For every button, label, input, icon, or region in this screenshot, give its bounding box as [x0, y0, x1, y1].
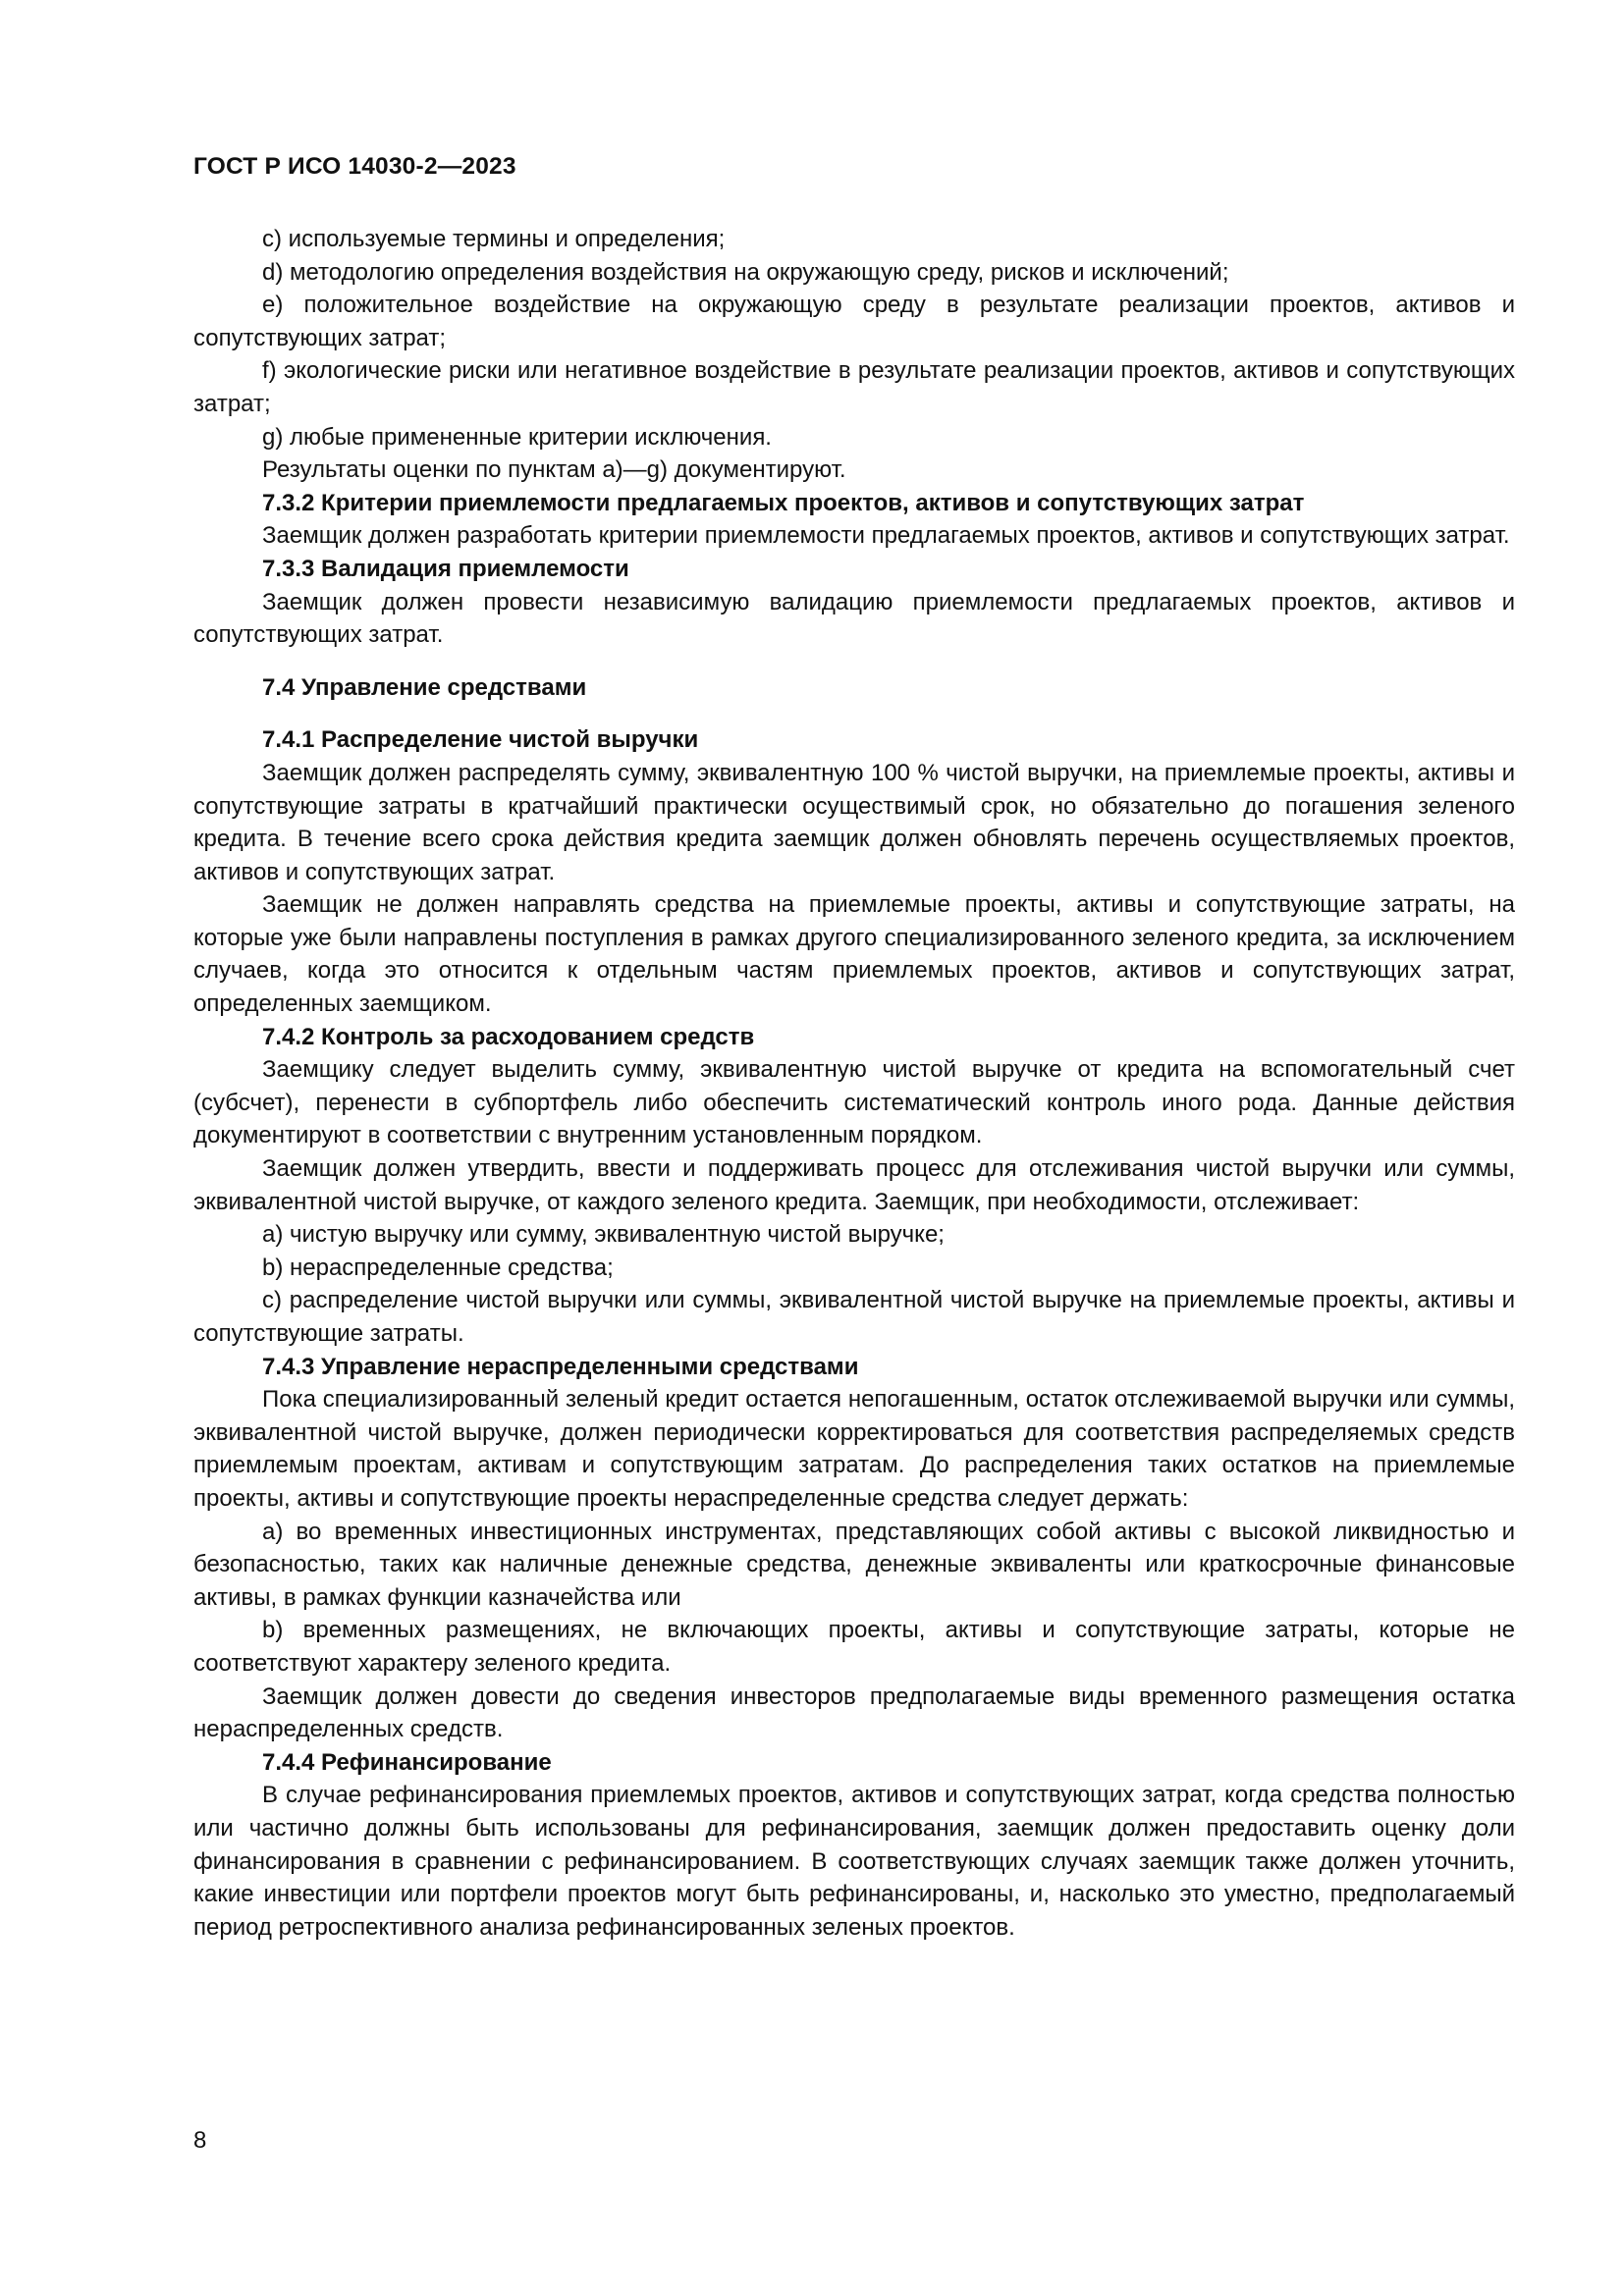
- paragraph: Заемщик должен провести независимую валидацию приемлемости предлагаемых проектов, активов и сопутствующих затрат.: [193, 588, 1515, 649]
- paragraph: Пока специализированный зеленый кредит остается непогашенным, остаток отслеживаемой выручки или суммы, эквивалентной чистой выручке, должен периодически корректироваться для соответствия распределяемых средств приемлемым проектам, активам и сопутствующим затратам. До распределения таких остатков на приемлемые проекты, активы и сопутствующие проекты нераспределенные средства следует держать:: [193, 1386, 1515, 1512]
- list-item: a) во временных инвестиционных инструментах, представляющих собой активы с высокой ликвидностью и безопасностью, таких как наличные денежные средства, денежные эквиваленты или краткосрочные финансовые активы, в рамках функции казначейства или: [193, 1518, 1515, 1611]
- paragraph: В случае рефинансирования приемлемых проектов, активов и сопутствующих затрат, когда средства полностью или частично должны быть использованы для рефинансирования, заемщик должен предоставить оценку доли финансирования в сравнении с рефинансированием. В соответствующих случаях заемщик также должен уточнить, какие инвестиции или портфели проектов могут быть рефинансированы, и, насколько это уместно, предполагаемый период ретроспективного анализа рефинансированных зеленых проектов.: [193, 1782, 1515, 1941]
- list-item: c) распределение чистой выручки или суммы, эквивалентной чистой выручке на приемлемые проекты, активы и сопутствующие затраты.: [193, 1287, 1515, 1347]
- page-number: 8: [193, 2127, 207, 2154]
- section-heading-7-4: 7.4 Управление средствами: [262, 673, 587, 701]
- list-item: e) положительное воздействие на окружающую среду в результате реализации проектов, активов и сопутствующих затрат;: [193, 292, 1515, 351]
- document-body: [193, 223, 1515, 1944]
- list-item: d) методологию определения воздействия на окружающую среду, рисков и исключений;: [262, 258, 1229, 286]
- document-header: ГОСТ Р ИСО 14030-2—2023: [193, 153, 516, 180]
- section-heading-7-4-4: 7.4.4 Рефинансирование: [262, 1748, 552, 1776]
- section-heading-7-4-3: 7.4.3 Управление нераспределенными средствами: [262, 1353, 859, 1380]
- list-item: b) нераспределенные средства;: [262, 1254, 614, 1281]
- section-heading-7-3-3: 7.3.3 Валидация приемлемости: [262, 555, 629, 582]
- list-item: b) временных размещениях, не включающих проекты, активы и сопутствующие затраты, которые не соответствуют характеру зеленого кредита.: [193, 1617, 1515, 1677]
- section-heading-7-4-1: 7.4.1 Распределение чистой выручки: [262, 726, 699, 754]
- list-item: a) чистую выручку или сумму, эквивалентную чистой выручке;: [262, 1221, 945, 1249]
- paragraph: Результаты оценки по пунктам а)—g) документируют.: [262, 456, 846, 484]
- paragraph: Заемщик должен утвердить, ввести и поддерживать процесс для отслеживания чистой выручки или суммы, эквивалентной чистой выручке, от каждого зеленого кредита. Заемщик, при необходимости, отслеживает:: [193, 1155, 1515, 1215]
- section-heading-7-4-2: 7.4.2 Контроль за расходованием средств: [262, 1023, 755, 1050]
- paragraph: Заемщик должен довести до сведения инвесторов предполагаемые виды временного размещения остатка нераспределенных средств.: [193, 1682, 1515, 1743]
- list-item: f) экологические риски или негативное воздействие в результате реализации проектов, активов и сопутствующих затрат;: [193, 357, 1515, 417]
- list-item: g) любые примененные критерии исключения.: [262, 423, 772, 451]
- paragraph: Заемщик не должен направлять средства на приемлемые проекты, активы и сопутствующие затраты, на которые уже были направлены поступления в рамках другого специализированного зеленого кредита, за исключением случаев, когда это относится к отдельным частям приемлемых проектов, активов и сопутствующих затрат, определенных заемщиком.: [193, 891, 1515, 1018]
- list-item: c) используемые термины и определения;: [262, 226, 726, 252]
- section-heading-7-3-2: 7.3.2 Критерии приемлемости предлагаемых проектов, активов и сопутствующих затрат: [262, 489, 1305, 516]
- paragraph: Заемщик должен разработать критерии приемлемости предлагаемых проектов, активов и сопутствующих затрат.: [262, 522, 1510, 550]
- paragraph: Заемщику следует выделить сумму, эквивалентную чистой выручке от кредита на вспомогательный счет (субсчет), перенести в субпортфель либо обеспечить систематический контроль иного рода. Данные действия документируют в соответствии с внутренним установленным порядком.: [193, 1056, 1515, 1149]
- paragraph: Заемщик должен распределять сумму, эквивалентную 100 % чистой выручки, на приемлемые проекты, активы и сопутствующие затраты в кратчайший практически осуществимый срок, но обязательно до погашения зеленого кредита. В течение всего срока действия кредита заемщик должен обновлять перечень осуществляемых проектов, активов и сопутствующих затрат.: [193, 759, 1515, 885]
